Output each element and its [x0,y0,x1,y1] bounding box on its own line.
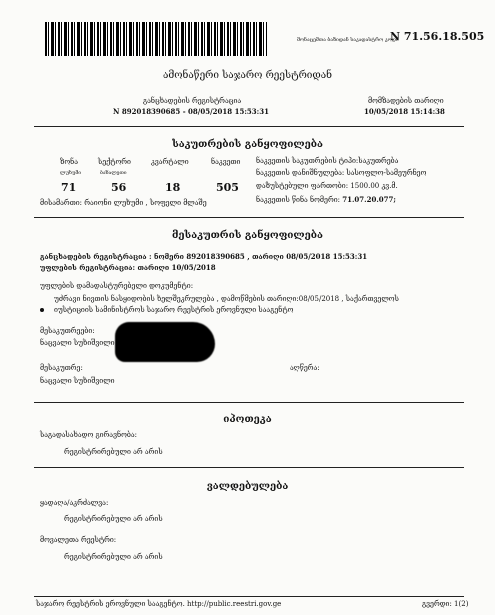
prev-number-row [256,195,396,204]
divider [34,217,464,218]
col-header-zone: ზონა [60,158,78,166]
purpose-value: სასოფლო-სამეურნეო [346,169,427,177]
prev-number-label: ნაკვეთის წინა ნომერი: [256,196,340,204]
mortgage-section-title: იპოთეკა [223,414,272,425]
area-row [256,182,398,190]
purpose-row [256,169,426,177]
seizure-value: რეგისტრირებული არ არის [64,515,163,523]
area-label: დაზუსტებული ფართობი: [256,182,349,190]
col-header-sector: სექტორი [98,158,131,166]
divider [34,126,464,127]
ownership-type-value: საკუთრება [358,157,399,165]
basis-text: უძრავი ნივთის ნასყიდობის ხელშეკრულება , დამოწმების თარიღი:08/05/2018 , საქართველოს იუსტიციის სამინისტროს საჯარო რეესტრის ეროვნული სააგენტო [54,295,399,314]
area-value: 1500.00 კვ.მ. [350,182,398,190]
mortgage-subject-label: საგადასახადო გირავნობა: [40,431,138,439]
property-section-title: საკუთრების განყოფილება [172,139,323,150]
barcode [45,22,267,56]
address-row [40,199,207,207]
col-value-parcel: 505 [216,181,239,194]
redaction-mark [115,322,215,362]
divider [34,402,464,403]
owner-rights-reg-line: უფლების რეგისტრაცია: თარიღი 10/05/2018 [40,263,216,272]
col-value-block: 18 [165,181,181,194]
issue-date-label: მომზადების თარიღი [368,97,444,105]
owner-app-reg-line: განცხადების რეგისტრაცია : ნომერი 892018390685 , თარიღი 08/05/2018 15:53:31 [40,252,368,261]
application-reg-value: N 892018390685 - 08/05/2018 15:53:31 [113,107,269,116]
debtor-value: რეგისტრირებული არ არის [64,553,163,561]
mortgage-status: რეგისტრირებული არ არის [64,448,163,456]
ownership-type-row [256,157,398,165]
col-value-sector: 56 [111,181,127,194]
col-value-zone: 71 [61,181,77,194]
description-label: აღწერა: [290,364,320,372]
address-label: მისამართი: [40,199,83,207]
footer-page: გვერდი: 1(2) [422,600,469,608]
divider [34,467,464,468]
cadastral-code: N 71.56.18.505 [390,30,485,43]
owners-value: ნაცვალი სუხიშვილი [40,339,115,347]
owner-value: ნაცვალი სუხიშვილი [40,377,115,385]
owners-label: მესაკუთრეები: [40,327,95,335]
col-subheader-zone: ლუხუმი [60,170,82,176]
col-header-block: კვარტალი [151,158,189,166]
debts-section-title: ვალდებულება [206,481,289,492]
application-reg-label: განცხადების რეგისტრაცია [143,97,242,105]
owner-section-title: მესაკუთრის განყოფილება [172,230,323,241]
address-value: რაიონი ლუხუმი , სოფელი მლაშე [84,199,207,207]
barcode-caption: მონაცემთა ბაზიდან საკადასტრო კოდი [297,37,399,43]
bullet [40,297,44,316]
footer-agency: საჯარო რეესტრის ეროვნული სააგენტო. http://public.reestri.gov.ge [36,600,282,608]
debtor-label: მოვალეთა რეესტრი: [40,536,117,544]
owner-label: მესაკუთრე: [40,364,83,372]
issue-date-value: 10/05/2018 15:14:38 [364,107,445,116]
prev-number-value: 71.07.20.077; [342,195,396,204]
purpose-label: ნაკვეთის დანიშნულება: [256,169,345,177]
col-subheader-sector: ბაზალეთი [100,170,127,176]
basis-label: უფლების დამადასტურებელი დოკუმენტი: [40,282,194,290]
registry-title: ამონაწერი საჯარო რეესტრიდან [162,70,333,81]
footer-divider [34,596,464,597]
col-header-parcel: ნაკვეთი [211,158,241,166]
ownership-type-label: ნაკვეთის საკუთრების ტიპი: [256,157,359,165]
seizure-label: ყადაღა/აკრძალვა: [40,499,109,507]
